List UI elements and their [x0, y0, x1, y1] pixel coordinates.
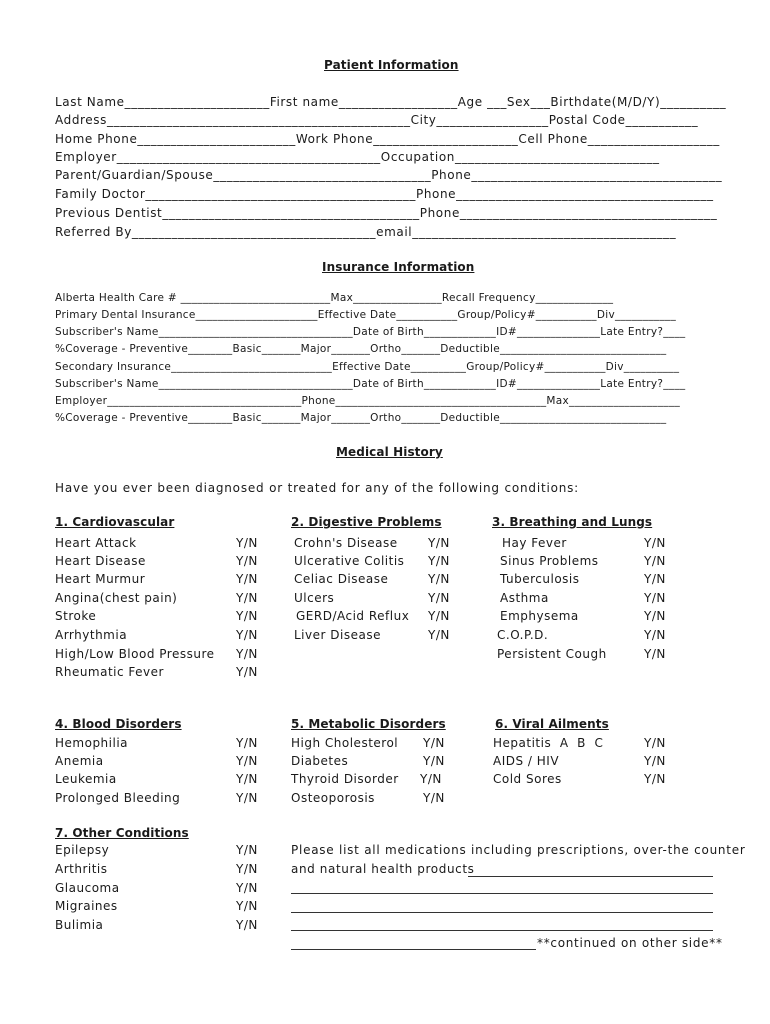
yn-toggle[interactable]: Y/N: [236, 899, 258, 913]
patient-employer-row[interactable]: Employer________________________________________Occupation_______________________________: [55, 150, 660, 164]
medications-line[interactable]: [291, 949, 536, 950]
insurance-secondary-row[interactable]: Secondary Insurance_____________________________Effective Date__________Group/Policy#___________Div__________: [55, 361, 680, 373]
medications-line[interactable]: [291, 930, 713, 931]
condition-glaucoma: Glaucoma: [55, 881, 120, 895]
yn-toggle[interactable]: Y/N: [644, 754, 666, 768]
yn-toggle[interactable]: Y/N: [236, 572, 258, 586]
insurance-coverage-2-row[interactable]: %Coverage - Preventive________Basic_______Major_______Ortho_______Deductible______________________________: [55, 412, 667, 424]
group-title-viral: 6. Viral Ailments: [495, 717, 609, 731]
patient-guardian-row[interactable]: Parent/Guardian/Spouse_________________________________Phone______________________________________: [55, 168, 723, 182]
insurance-subscriber-2-row[interactable]: Subscriber's Name___________________________________Date of Birth_____________ID#_______________Late Entry?____: [55, 378, 686, 390]
yn-toggle[interactable]: Y/N: [236, 843, 258, 857]
condition-heart-disease: Heart Disease: [55, 554, 146, 568]
insurance-information-heading: Insurance Information: [322, 260, 475, 274]
condition-cold-sores: Cold Sores: [493, 772, 562, 786]
yn-toggle[interactable]: Y/N: [428, 628, 450, 642]
yn-toggle[interactable]: Y/N: [236, 918, 258, 932]
group-title-digestive: 2. Digestive Problems: [291, 515, 442, 529]
yn-toggle[interactable]: Y/N: [428, 591, 450, 605]
group-title-metabolic: 5. Metabolic Disorders: [291, 717, 446, 731]
yn-toggle[interactable]: Y/N: [236, 791, 258, 805]
condition-thyroid: Thyroid Disorder: [291, 772, 399, 786]
insurance-subscriber-row[interactable]: Subscriber's Name___________________________________Date of Birth_____________ID#_______________Late Entry?____: [55, 326, 686, 338]
yn-toggle[interactable]: Y/N: [423, 754, 445, 768]
condition-high-cholesterol: High Cholesterol: [291, 736, 399, 750]
condition-heart-attack: Heart Attack: [55, 536, 137, 550]
yn-toggle[interactable]: Y/N: [236, 665, 258, 679]
yn-toggle[interactable]: Y/N: [423, 736, 445, 750]
yn-toggle[interactable]: Y/N: [428, 609, 450, 623]
medications-line[interactable]: [468, 876, 713, 877]
condition-hay-fever: Hay Fever: [502, 536, 567, 550]
patient-previous-dentist-row[interactable]: Previous Dentist_______________________________________Phone_______________________________________: [55, 206, 718, 220]
condition-angina: Angina(chest pain): [55, 591, 178, 605]
medications-line[interactable]: [291, 893, 713, 894]
patient-address-row[interactable]: Address______________________________________________City_________________Postal Code___________: [55, 113, 699, 127]
condition-leukemia: Leukemia: [55, 772, 117, 786]
condition-gerd: GERD/Acid Reflux: [296, 609, 410, 623]
condition-arthritis: Arthritis: [55, 862, 108, 876]
yn-toggle[interactable]: Y/N: [644, 628, 666, 642]
condition-ulcerative-colitis: Ulcerative Colitis: [294, 554, 405, 568]
condition-ulcers: Ulcers: [294, 591, 335, 605]
condition-emphysema: Emphysema: [500, 609, 579, 623]
yn-toggle[interactable]: Y/N: [236, 772, 258, 786]
condition-crohns: Crohn's Disease: [294, 536, 398, 550]
group-title-breathing: 3. Breathing and Lungs: [492, 515, 653, 529]
condition-hepatitis: Hepatitis A B C: [493, 736, 604, 750]
yn-toggle[interactable]: Y/N: [236, 536, 258, 550]
yn-toggle[interactable]: Y/N: [236, 736, 258, 750]
yn-toggle[interactable]: Y/N: [420, 772, 442, 786]
continued-note: **continued on other side**: [537, 936, 723, 950]
condition-asthma: Asthma: [500, 591, 549, 605]
insurance-coverage-row[interactable]: %Coverage - Preventive________Basic_______Major_______Ortho_______Deductible______________________________: [55, 343, 667, 355]
yn-toggle[interactable]: Y/N: [644, 572, 666, 586]
yn-toggle[interactable]: Y/N: [236, 881, 258, 895]
medical-history-question: Have you ever been diagnosed or treated for any of the following conditions:: [55, 481, 580, 495]
condition-anemia: Anemia: [55, 754, 104, 768]
condition-diabetes: Diabetes: [291, 754, 349, 768]
medical-history-heading: Medical History: [336, 445, 443, 459]
condition-tuberculosis: Tuberculosis: [500, 572, 580, 586]
yn-toggle[interactable]: Y/N: [423, 791, 445, 805]
patient-referred-by-row[interactable]: Referred By_____________________________________email________________________________________: [55, 225, 677, 239]
condition-hemophilia: Hemophilia: [55, 736, 129, 750]
medications-instruction: Please list all medications including prescriptions, over-the counter: [291, 843, 746, 857]
yn-toggle[interactable]: Y/N: [644, 736, 666, 750]
yn-toggle[interactable]: Y/N: [236, 862, 258, 876]
patient-phone-row[interactable]: Home Phone________________________Work Phone______________________Cell Phone____________________: [55, 132, 720, 146]
yn-toggle[interactable]: Y/N: [236, 609, 258, 623]
yn-toggle[interactable]: Y/N: [236, 628, 258, 642]
condition-migraines: Migraines: [55, 899, 118, 913]
condition-blood-pressure: High/Low Blood Pressure: [55, 647, 215, 661]
condition-persistent-cough: Persistent Cough: [497, 647, 607, 661]
patient-information-heading: Patient Information: [324, 58, 459, 72]
group-title-other: 7. Other Conditions: [55, 826, 189, 840]
group-title-cardiovascular: 1. Cardiovascular: [55, 515, 175, 529]
yn-toggle[interactable]: Y/N: [236, 554, 258, 568]
yn-toggle[interactable]: Y/N: [644, 647, 666, 661]
condition-prolonged-bleeding: Prolonged Bleeding: [55, 791, 181, 805]
yn-toggle[interactable]: Y/N: [236, 591, 258, 605]
patient-last-name-row[interactable]: Last Name______________________First name__________________Age ___Sex___Birthdate(M/D/Y)__________: [55, 95, 727, 109]
medications-line[interactable]: [291, 912, 713, 913]
patient-family-doctor-row[interactable]: Family Doctor_________________________________________Phone_______________________________________: [55, 187, 714, 201]
yn-toggle[interactable]: Y/N: [644, 609, 666, 623]
condition-copd: C.O.P.D.: [497, 628, 549, 642]
insurance-employer-row[interactable]: Employer___________________________________Phone______________________________________Max____________________: [55, 395, 681, 407]
medications-instruction-2: and natural health products: [291, 862, 475, 876]
condition-sinus: Sinus Problems: [500, 554, 599, 568]
condition-rheumatic-fever: Rheumatic Fever: [55, 665, 164, 679]
yn-toggle[interactable]: Y/N: [644, 536, 666, 550]
yn-toggle[interactable]: Y/N: [236, 754, 258, 768]
insurance-alberta-health-row[interactable]: Alberta Health Care # ___________________________Max________________Recall Frequency______________: [55, 292, 614, 304]
group-title-blood: 4. Blood Disorders: [55, 717, 182, 731]
condition-heart-murmur: Heart Murmur: [55, 572, 146, 586]
condition-liver-disease: Liver Disease: [294, 628, 381, 642]
yn-toggle[interactable]: Y/N: [428, 554, 450, 568]
insurance-primary-row[interactable]: Primary Dental Insurance______________________Effective Date___________Group/Policy#___________Div___________: [55, 309, 677, 321]
condition-osteoporosis: Osteoporosis: [291, 791, 375, 805]
yn-toggle[interactable]: Y/N: [644, 772, 666, 786]
condition-celiac: Celiac Disease: [294, 572, 389, 586]
yn-toggle[interactable]: Y/N: [644, 591, 666, 605]
condition-stroke: Stroke: [55, 609, 97, 623]
condition-epilepsy: Epilepsy: [55, 843, 110, 857]
yn-toggle[interactable]: Y/N: [236, 647, 258, 661]
yn-toggle[interactable]: Y/N: [428, 536, 450, 550]
yn-toggle[interactable]: Y/N: [428, 572, 450, 586]
condition-arrhythmia: Arrhythmia: [55, 628, 128, 642]
condition-aids-hiv: AIDS / HIV: [493, 754, 560, 768]
condition-bulimia: Bulimia: [55, 918, 104, 932]
yn-toggle[interactable]: Y/N: [644, 554, 666, 568]
